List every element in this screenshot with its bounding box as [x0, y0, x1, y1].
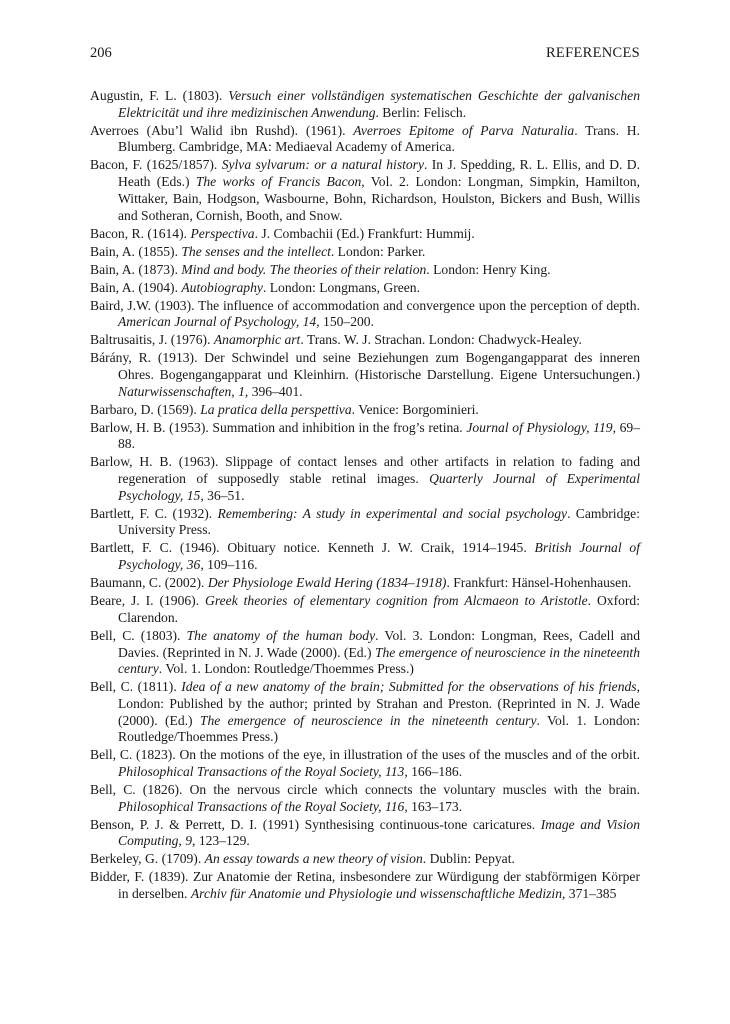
reference-entry — [90, 454, 640, 504]
reference-entry — [90, 350, 640, 400]
reference-entry — [90, 88, 640, 121]
reference-text-segment: . Vol. 3. London: Longman, Rees, Cadell and Davies. (Reprinted in N. J. Wade (2000). (Ed.) — [118, 627, 641, 660]
reference-text-segment: Bacon, R. (1614). — [90, 225, 191, 241]
reference-entry — [90, 782, 640, 815]
reference-text-segment: , 109–116. — [200, 557, 258, 573]
reference-text-segment: , 150–200. — [316, 314, 374, 330]
reference-italic-segment: American Journal of Psychology, 14 — [118, 314, 317, 330]
reference-text-segment: Augustin, F. L. (1803). — [90, 88, 229, 103]
reference-text-segment: Bain, A. (1904). — [90, 279, 182, 295]
reference-text-segment: Bell, C. (1811). — [90, 679, 182, 695]
reference-text-segment: Bell, C. (1803). — [90, 627, 187, 643]
reference-text-segment: , 396–401. — [244, 383, 303, 399]
reference-text-segment: . Trans. W. J. Strachan. London: Chadwyck-Healey. — [300, 332, 582, 348]
reference-text-segment: , 166–186. — [404, 764, 463, 780]
reference-italic-segment: Anamorphic art — [213, 332, 301, 348]
reference-italic-segment: Der Physiologe Ewald Hering (1834–1918) — [207, 575, 447, 591]
reference-italic-segment: Archiv für Anatomie und Physiologie und wissenschaftliche Medizin — [190, 886, 562, 902]
reference-italic-segment: The works of Francis Bacon — [195, 174, 362, 190]
reference-text-segment: Bell, C. (1823). On the motions of the eye, in illustration of the uses of the muscles and of the orbit. — [90, 747, 640, 763]
reference-text-segment: , 371–385 — [562, 886, 617, 902]
reference-text-segment: . Vol. 1. London: Routledge/Thoemmes Press.) — [158, 661, 414, 677]
reference-text-segment: Berkeley, G. (1709). — [90, 851, 205, 867]
reference-text-segment: Bartlett, F. C. (1932). — [90, 505, 218, 521]
reference-text-segment: Barlow, H. B. (1953). Summation and inhibition in the frog’s retina. — [90, 419, 467, 435]
reference-entry — [90, 280, 640, 297]
reference-text-segment: . Trans. H. Blumberg. Cambridge, MA: Mediaeval Academy of America. — [118, 122, 640, 155]
reference-text-segment: , 123–129. — [192, 833, 250, 849]
reference-italic-segment: Greek theories of elementary cognition from Alcmaeon to Aristotle — [205, 593, 588, 609]
reference-entry — [90, 628, 640, 678]
reference-entry — [90, 851, 640, 868]
reference-text-segment: Bidder, F. (1839). Zur Anatomie der Retina, insbesondere zur Würdigung der stabförmigen Körper in derselben. — [90, 869, 640, 902]
reference-entry — [90, 157, 640, 224]
reference-text-segment: . London: Henry King. — [426, 261, 551, 277]
reference-entry — [90, 244, 640, 261]
reference-text-segment: . Venice: Borgominieri. — [351, 401, 479, 417]
reference-italic-segment: British Journal of Psychology, 36 — [118, 540, 641, 573]
reference-text-segment: . Frankfurt: Hänsel-Hohenhausen. — [446, 575, 632, 591]
reference-entry — [90, 747, 640, 780]
reference-text-segment: Bain, A. (1855). — [90, 243, 182, 259]
reference-italic-segment: The anatomy of the human body — [186, 627, 376, 643]
reference-entry — [90, 817, 640, 850]
reference-text-segment: Bell, C. (1826). On the nervous circle which connects the voluntary muscles with the brain. — [90, 782, 640, 798]
reference-italic-segment: Image and Vision Computing, 9 — [118, 816, 640, 849]
reference-entry — [90, 575, 640, 592]
reference-text-segment: . Oxford: Clarendon. — [118, 593, 640, 625]
reference-italic-segment: An essay towards a new theory of vision — [204, 851, 423, 867]
reference-entry — [90, 869, 640, 902]
reference-text-segment: Baumann, C. (2002). — [90, 575, 208, 591]
reference-entry — [90, 123, 640, 156]
running-head: REFERENCES — [545, 45, 640, 61]
reference-text-segment: Bacon, F. (1625/1857). — [90, 157, 222, 173]
page-header — [90, 45, 640, 65]
reference-italic-segment: Journal of Physiology, 119 — [466, 419, 613, 435]
reference-italic-segment: Philosophical Transactions of the Royal Society, 116 — [118, 798, 405, 814]
reference-text-segment: Baird, J.W. (1903). The influence of accommodation and convergence upon the perception of depth. — [90, 297, 640, 313]
reference-text-segment: , Vol. 2. London: Longman, Simpkin, Hamilton, Wittaker, Bain, Hodgson, Wasbourne, Bohn, Richardson, Houlston, Bickers and Bush, Willis and Sotheran, Cornish, Booth, and Snow. — [118, 174, 640, 223]
reference-text-segment: Averroes (Abu’l Walid ibn Rushd). (1961). — [90, 122, 354, 138]
reference-entry — [90, 420, 640, 453]
reference-text-segment: , 36–51. — [200, 487, 245, 503]
reference-text-segment: . Berlin: Felisch. — [375, 104, 467, 120]
reference-text-segment: . Dublin: Pepyat. — [422, 851, 515, 867]
reference-text-segment: Benson, P. J. & Perrett, D. I. (1991) Synthesising continuous-tone caricatures. — [90, 816, 541, 832]
reference-italic-segment: Idea of a new anatomy of the brain; Submitted for the observations of his friends — [181, 679, 637, 695]
reference-text-segment: . In J. Spedding, R. L. Ellis, and D. D. Heath (Eds.) — [118, 157, 641, 190]
reference-italic-segment: Averroes Epitome of Parva Naturalia — [353, 122, 575, 138]
reference-entry — [90, 506, 640, 539]
reference-text-segment: . London: Longmans, Green. — [262, 279, 420, 295]
reference-italic-segment: The senses and the intellect — [181, 243, 331, 259]
reference-text-segment: Bain, A. (1873). — [90, 261, 182, 277]
reference-text-segment: , 69–88. — [118, 419, 641, 452]
reference-text-segment: Barlow, H. B. (1963). Slippage of contact lenses and other artifacts in relation to fading and regeneration of supposedly stable retinal images. — [90, 454, 640, 487]
reference-text-segment: Bartlett, F. C. (1946). Obituary notice. Kenneth J. W. Craik, 1914–1945. — [90, 540, 535, 556]
reference-italic-segment: Mind and body. The theories of their relation — [181, 261, 427, 277]
reference-entry — [90, 262, 640, 279]
reference-entry — [90, 226, 640, 243]
reference-text-segment: Baltrusaitis, J. (1976). — [90, 332, 214, 348]
reference-italic-segment: The emergence of neuroscience in the nineteenth century — [199, 712, 537, 728]
reference-italic-segment: La pratica della perspettiva — [200, 401, 352, 417]
reference-italic-segment: Naturwissenschaften, 1 — [118, 383, 245, 399]
reference-text-segment: Beare, J. I. (1906). — [90, 593, 206, 609]
reference-italic-segment: Sylva sylvarum: or a natural history — [221, 157, 425, 173]
reference-italic-segment: Quarterly Journal of Experimental Psychology, 15 — [118, 471, 640, 503]
reference-text-segment: . Cambridge: University Press. — [118, 505, 640, 538]
reference-list — [90, 88, 640, 904]
reference-text-segment: Bárány, R. (1913). Der Schwindel und seine Beziehungen zum Bogengangapparat des inneren Ohres. Bogengangapparat und Kleinhirn. (Historische Darstellung. Eigene Untersuchungen.) — [90, 350, 640, 382]
reference-entry — [90, 298, 640, 331]
reference-italic-segment: Versuch einer vollständigen systematischen Geschichte der galvanischen Elektricität und ihre medizinischen Anwendung — [118, 88, 640, 120]
reference-text-segment: , London: Published by the author; printed by Strahan and Preston. (Reprinted in N. J. Wade (2000). (Ed.) — [118, 679, 640, 728]
reference-text-segment: . London: Parker. — [330, 243, 426, 259]
reference-entry — [90, 332, 640, 349]
reference-entry — [90, 540, 640, 573]
page-number: 206 — [90, 45, 112, 61]
reference-italic-segment: Remembering: A study in experimental and social psychology — [217, 505, 568, 521]
reference-text-segment: . J. Combachii (Ed.) Frankfurt: Hummij. — [254, 225, 475, 241]
reference-italic-segment: Philosophical Transactions of the Royal Society, 113 — [118, 764, 405, 780]
reference-text-segment: Barbaro, D. (1569). — [90, 401, 201, 417]
reference-italic-segment: Autobiography — [181, 279, 263, 295]
reference-text-segment: , 163–173. — [404, 798, 463, 814]
reference-italic-segment: Perspectiva — [190, 225, 255, 241]
reference-entry — [90, 402, 640, 419]
reference-entry — [90, 593, 640, 626]
reference-italic-segment: The emergence of neuroscience in the nineteenth century — [118, 644, 640, 677]
reference-entry — [90, 679, 640, 746]
reference-text-segment: . Vol. 1. London: Routledge/Thoemmes Press.) — [118, 712, 640, 745]
